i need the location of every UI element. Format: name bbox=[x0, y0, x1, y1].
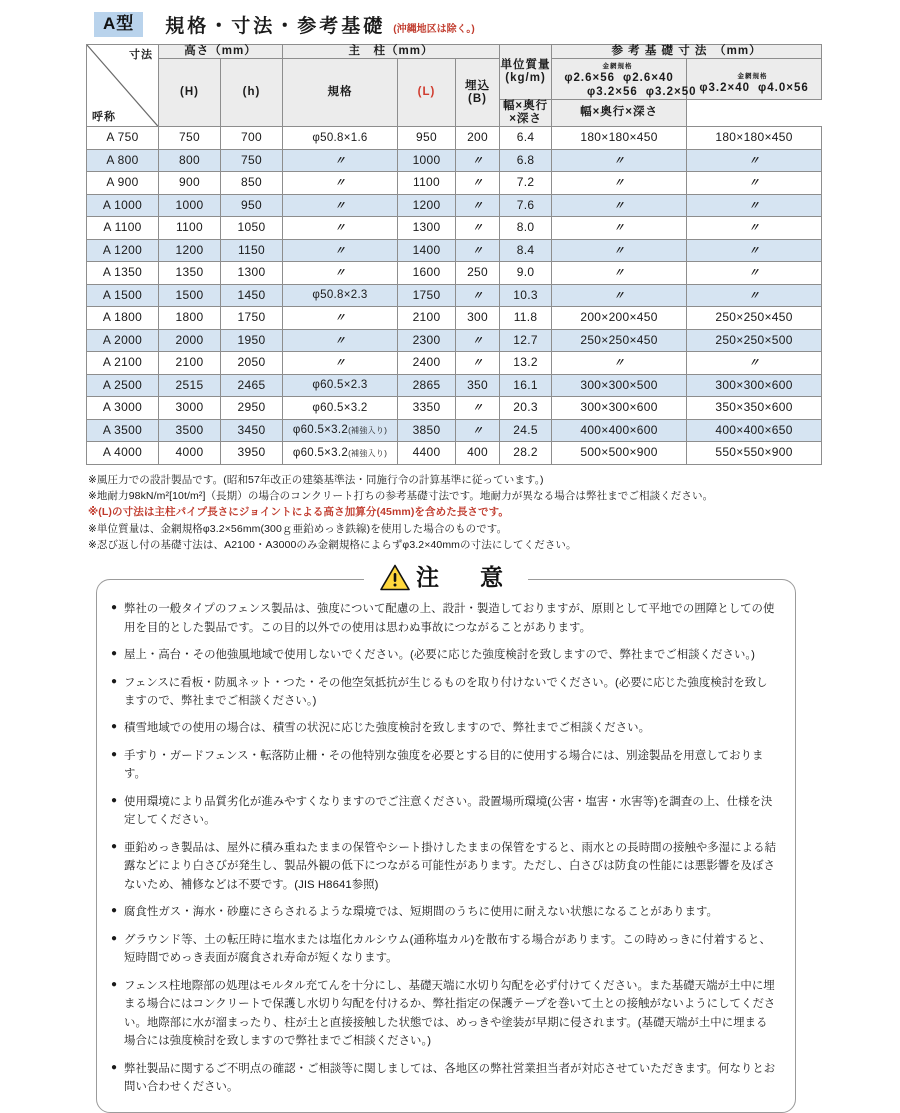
cell-unit-mass: 11.8 bbox=[500, 307, 552, 330]
cell-foundation-a: 180×180×450 bbox=[552, 127, 687, 150]
table-row bbox=[87, 352, 822, 375]
ditto-mark: 〃 bbox=[613, 199, 625, 212]
cell-name: A 4000 bbox=[87, 442, 159, 465]
ditto-mark: 〃 bbox=[748, 199, 760, 212]
cell-foundation-a bbox=[552, 239, 687, 262]
ditto-mark: 〃 bbox=[472, 424, 484, 437]
cell-name: A 3000 bbox=[87, 397, 159, 420]
cell-post-L: 950 bbox=[398, 127, 456, 150]
unit-mass-line1: 単位質量 bbox=[500, 58, 551, 71]
header-col-h: (h) bbox=[221, 59, 283, 127]
cell-name: A 2100 bbox=[87, 352, 159, 375]
cell-post-L: 1000 bbox=[398, 149, 456, 172]
cell-height-h: 1150 bbox=[221, 239, 283, 262]
header-foundation-gauge-a bbox=[552, 59, 697, 100]
ditto-mark: 〃 bbox=[613, 244, 625, 257]
cell-name: A 750 bbox=[87, 127, 159, 150]
cell-post-B bbox=[456, 352, 500, 375]
cell-height-H: 1100 bbox=[159, 217, 221, 240]
cell-foundation-a: 500×500×900 bbox=[552, 442, 687, 465]
post-spec-value: φ60.5×2.3 bbox=[312, 379, 368, 392]
table-header-row-2 bbox=[87, 59, 822, 100]
cell-foundation-a bbox=[552, 194, 687, 217]
cell-post-spec bbox=[283, 374, 398, 397]
header-foundation-dim-b: 幅×奥行×深さ bbox=[552, 99, 687, 126]
cell-post-L: 3350 bbox=[398, 397, 456, 420]
cell-foundation-b: 300×300×600 bbox=[687, 374, 822, 397]
table-row bbox=[87, 194, 822, 217]
cell-unit-mass: 24.5 bbox=[500, 419, 552, 442]
ditto-mark: 〃 bbox=[613, 357, 625, 370]
cell-post-B bbox=[456, 419, 500, 442]
table-row bbox=[87, 172, 822, 195]
cell-foundation-b: 250×250×500 bbox=[687, 329, 822, 352]
cell-post-spec bbox=[283, 307, 398, 330]
cell-unit-mass: 7.6 bbox=[500, 194, 552, 217]
cell-unit-mass: 20.3 bbox=[500, 397, 552, 420]
cell-height-H: 750 bbox=[159, 127, 221, 150]
cell-name: A 1800 bbox=[87, 307, 159, 330]
cell-foundation-a bbox=[552, 262, 687, 285]
cell-name: A 800 bbox=[87, 149, 159, 172]
cell-foundation-b bbox=[687, 217, 822, 240]
table-row bbox=[87, 307, 822, 330]
cell-name: A 3500 bbox=[87, 419, 159, 442]
caution-area bbox=[96, 564, 796, 1113]
cell-height-H: 2100 bbox=[159, 352, 221, 375]
ditto-mark: 〃 bbox=[334, 244, 346, 257]
gauge-b-v1: φ3.2×40 bbox=[699, 82, 751, 95]
ditto-mark: 〃 bbox=[334, 199, 346, 212]
ditto-mark: 〃 bbox=[472, 154, 484, 167]
ditto-mark: 〃 bbox=[334, 334, 346, 347]
ditto-mark: 〃 bbox=[472, 244, 484, 257]
cell-height-h: 2950 bbox=[221, 397, 283, 420]
page-title: 規格・寸法・参考基礎 bbox=[165, 16, 386, 37]
cell-unit-mass: 8.4 bbox=[500, 239, 552, 262]
cell-post-spec bbox=[283, 239, 398, 262]
caution-item: ● フェンスに看板・防風ネット・つた・その他空気抵抗が生じるものを取り付けないでください。(必要に応じた強度検討を致しますので、弊社までご相談ください。) bbox=[111, 674, 777, 711]
cell-height-h: 950 bbox=[221, 194, 283, 217]
cell-name: A 1350 bbox=[87, 262, 159, 285]
cell-unit-mass: 16.1 bbox=[500, 374, 552, 397]
cell-post-L: 1300 bbox=[398, 217, 456, 240]
cell-foundation-a: 200×200×450 bbox=[552, 307, 687, 330]
ditto-mark: 〃 bbox=[613, 222, 625, 235]
caution-item: ● 弊社の一般タイプのフェンス製品は、強度について配慮の上、設計・製造しておりますが、原則として平地での囲障としての使用を目的とした製品です。この目的以外での使用は思わぬ事故につながることがあります。 bbox=[111, 600, 777, 637]
cell-height-H: 2515 bbox=[159, 374, 221, 397]
cell-unit-mass: 12.7 bbox=[500, 329, 552, 352]
footnotes bbox=[0, 465, 900, 553]
cell-post-spec bbox=[283, 194, 398, 217]
gauge-a-label: 金網規格 bbox=[602, 63, 633, 71]
gauge-a-v1: φ2.6×56 bbox=[564, 72, 616, 85]
cell-post-spec bbox=[283, 352, 398, 375]
table-row bbox=[87, 442, 822, 465]
footnote-item: ※忍び返し付の基礎寸法は、A2100・A3000のみ金網規格によらずφ3.2×40mmの寸法にしてください。 bbox=[88, 538, 577, 551]
cell-height-h: 3950 bbox=[221, 442, 283, 465]
cell-height-h: 1050 bbox=[221, 217, 283, 240]
cell-height-H: 3000 bbox=[159, 397, 221, 420]
cell-height-h: 3450 bbox=[221, 419, 283, 442]
table-row bbox=[87, 127, 822, 150]
cell-height-H: 1200 bbox=[159, 239, 221, 262]
ditto-mark: 〃 bbox=[748, 289, 760, 302]
header-corner-cell bbox=[87, 45, 159, 127]
cell-post-spec bbox=[283, 217, 398, 240]
cell-foundation-b: 250×250×450 bbox=[687, 307, 822, 330]
ditto-mark: 〃 bbox=[748, 357, 760, 370]
table-row bbox=[87, 419, 822, 442]
cell-post-B bbox=[456, 149, 500, 172]
page-title-row bbox=[0, 0, 900, 44]
ditto-mark: 〃 bbox=[748, 244, 760, 257]
cell-post-L: 2300 bbox=[398, 329, 456, 352]
cell-post-spec bbox=[283, 419, 398, 442]
cell-foundation-b: 400×400×650 bbox=[687, 419, 822, 442]
gauge-b-v2: φ4.0×56 bbox=[758, 82, 809, 95]
spec-table bbox=[86, 44, 822, 465]
ditto-mark: 〃 bbox=[748, 222, 760, 235]
cell-post-B: 250 bbox=[456, 262, 500, 285]
ditto-mark: 〃 bbox=[613, 154, 625, 167]
header-col-kikaku: 規格 bbox=[283, 59, 398, 127]
cell-foundation-a bbox=[552, 172, 687, 195]
header-foundation-dim-a: 幅×奥行×深さ bbox=[500, 99, 552, 126]
cell-unit-mass: 10.3 bbox=[500, 284, 552, 307]
table-row bbox=[87, 329, 822, 352]
caution-item: ● 屋上・高台・その他強風地域で使用しないでください。(必要に応じた強度検討を致しますので、弊社までご相談ください。) bbox=[111, 646, 777, 664]
cell-foundation-b: 550×550×900 bbox=[687, 442, 822, 465]
ditto-mark: 〃 bbox=[472, 334, 484, 347]
post-spec-suffix: (補強入り) bbox=[348, 448, 388, 458]
table-row bbox=[87, 239, 822, 262]
header-col-B bbox=[456, 59, 500, 127]
cell-height-h: 1750 bbox=[221, 307, 283, 330]
ditto-mark: 〃 bbox=[472, 402, 484, 415]
cell-name: A 1500 bbox=[87, 284, 159, 307]
ditto-mark: 〃 bbox=[334, 222, 346, 235]
ditto-mark: 〃 bbox=[334, 177, 346, 190]
cell-foundation-b bbox=[687, 194, 822, 217]
cell-post-L: 1400 bbox=[398, 239, 456, 262]
cell-post-B bbox=[456, 172, 500, 195]
cell-post-spec bbox=[283, 284, 398, 307]
table-row bbox=[87, 217, 822, 240]
footnote-item: ※単位質量は、金網規格φ3.2×56mm(300ｇ亜鉛めっき鉄線)を使用した場合のものです。 bbox=[88, 522, 508, 535]
type-badge: A型 bbox=[94, 12, 143, 37]
post-spec-value: φ50.8×1.6 bbox=[312, 131, 368, 144]
header-col-L: (L) bbox=[398, 59, 456, 127]
cell-post-L: 2400 bbox=[398, 352, 456, 375]
cell-name: A 1200 bbox=[87, 239, 159, 262]
header-group-post: 主 柱（mm） bbox=[283, 45, 500, 59]
header-col-B-line2: (B) bbox=[468, 92, 488, 105]
cell-height-H: 2000 bbox=[159, 329, 221, 352]
cell-post-spec bbox=[283, 397, 398, 420]
header-col-B-line1: 埋込 bbox=[465, 79, 491, 92]
cell-foundation-a: 300×300×600 bbox=[552, 397, 687, 420]
cell-post-L: 3850 bbox=[398, 419, 456, 442]
cell-height-H: 4000 bbox=[159, 442, 221, 465]
post-spec-value: φ60.5×3.2 bbox=[312, 401, 368, 414]
cell-foundation-b: 350×350×600 bbox=[687, 397, 822, 420]
cell-foundation-a bbox=[552, 352, 687, 375]
cell-foundation-a: 250×250×450 bbox=[552, 329, 687, 352]
caution-item: ● 弊社製品に関するご不明点の確認・ご相談等に関しましては、各地区の弊社営業担当者が対応させていただきます。何なりとお問い合わせください。 bbox=[111, 1060, 777, 1097]
header-foundation-gauge-b bbox=[687, 59, 822, 100]
cell-foundation-b bbox=[687, 262, 822, 285]
cell-height-H: 3500 bbox=[159, 419, 221, 442]
caution-item: ● フェンス柱地際部の処理はモルタル充てんを十分にし、基礎天端に水切り勾配を必ず付けてください。また基礎天端が土中に埋まる場合にはコンクリートで保護し水切り勾配を付けるか、弊社指定の保護テープを巻いて土との接触がないようにしてください。地際部に水が溜まったり、柱が土と直接接触した状態では、めっきや塗装が早期に侵されます。(基礎天端が土中に埋まる場合には強度検討を致しますので弊社までご相談ください。) bbox=[111, 977, 777, 1051]
ditto-mark: 〃 bbox=[472, 289, 484, 302]
cell-foundation-a bbox=[552, 217, 687, 240]
cell-foundation-a bbox=[552, 284, 687, 307]
cell-unit-mass: 28.2 bbox=[500, 442, 552, 465]
ditto-mark: 〃 bbox=[613, 267, 625, 280]
gauge-a-v3: φ3.2×56 bbox=[587, 85, 638, 98]
footnote-item: ※地耐力98kN/m²[10t/m²]（長期）の場合のコンクリート打ちの参考基礎寸法です。地耐力が異なる場合は弊社までご相談ください。 bbox=[88, 490, 714, 503]
cell-post-L: 4400 bbox=[398, 442, 456, 465]
ditto-mark: 〃 bbox=[748, 177, 760, 190]
post-spec-value: φ60.5×3.2 bbox=[292, 424, 349, 437]
cell-post-L: 2100 bbox=[398, 307, 456, 330]
cell-height-H: 1800 bbox=[159, 307, 221, 330]
cell-foundation-a bbox=[552, 149, 687, 172]
cell-foundation-b: 180×180×450 bbox=[687, 127, 822, 150]
cell-foundation-a: 300×300×500 bbox=[552, 374, 687, 397]
cell-height-H: 1500 bbox=[159, 284, 221, 307]
header-corner-name-label: 呼称 bbox=[92, 110, 116, 123]
table-row bbox=[87, 262, 822, 285]
cell-name: A 2000 bbox=[87, 329, 159, 352]
cell-height-h: 700 bbox=[221, 127, 283, 150]
caution-list bbox=[111, 600, 777, 1096]
ditto-mark: 〃 bbox=[334, 357, 346, 370]
cell-height-h: 1950 bbox=[221, 329, 283, 352]
footnote-item: ※風圧力での設計製品です。(昭和57年改正の建築基準法・同施行令の計算基準に従っています。) bbox=[88, 473, 544, 486]
cell-unit-mass: 6.4 bbox=[500, 127, 552, 150]
cell-foundation-b bbox=[687, 352, 822, 375]
page-title-note: (沖縄地区は除く。) bbox=[393, 24, 475, 35]
ditto-mark: 〃 bbox=[334, 312, 346, 325]
cell-foundation-b bbox=[687, 284, 822, 307]
table-row bbox=[87, 149, 822, 172]
cell-post-L: 1100 bbox=[398, 172, 456, 195]
table-row bbox=[87, 374, 822, 397]
cell-height-H: 1000 bbox=[159, 194, 221, 217]
cell-post-B bbox=[456, 239, 500, 262]
spec-table-body bbox=[87, 127, 822, 465]
cell-post-B bbox=[456, 397, 500, 420]
cell-post-spec bbox=[283, 149, 398, 172]
cell-post-L: 1600 bbox=[398, 262, 456, 285]
ditto-mark: 〃 bbox=[334, 267, 346, 280]
cell-height-h: 1300 bbox=[221, 262, 283, 285]
cell-post-B bbox=[456, 217, 500, 240]
cell-foundation-a: 400×400×600 bbox=[552, 419, 687, 442]
cell-name: A 900 bbox=[87, 172, 159, 195]
caution-item: ● グラウンド等、土の転圧時に塩水または塩化カルシウム(通称塩カル)を散布する場合があります。この時めっきに付着すると、短時間でめっき表面が腐食され寿命が短くなります。 bbox=[111, 931, 777, 968]
cell-height-H: 800 bbox=[159, 149, 221, 172]
cell-name: A 2500 bbox=[87, 374, 159, 397]
cell-post-B bbox=[456, 284, 500, 307]
cell-post-B bbox=[456, 194, 500, 217]
cell-post-spec bbox=[283, 262, 398, 285]
gauge-a-v4: φ3.2×50 bbox=[645, 85, 697, 98]
cell-height-H: 900 bbox=[159, 172, 221, 195]
caution-item: ● 腐食性ガス・海水・砂塵にさらされるような環境では、短期間のうちに使用に耐えない状態になることがあります。 bbox=[111, 903, 777, 921]
cell-height-h: 850 bbox=[221, 172, 283, 195]
ditto-mark: 〃 bbox=[613, 289, 625, 302]
cell-unit-mass: 6.8 bbox=[500, 149, 552, 172]
cell-unit-mass: 7.2 bbox=[500, 172, 552, 195]
caution-item: ● 手すり・ガードフェンス・転落防止柵・その他特別な強度を必要とする目的に使用する場合には、別途製品を用意しております。 bbox=[111, 747, 777, 784]
caution-item: ● 亜鉛めっき製品は、屋外に積み重ねたままの保管やシート掛けしたままの保管をすると、雨水との長時間の接触や多湿による結露などにより白さびが発生し、製品外観の低下につながる可能性があります。ただし、白さびは防食の性能には悪影響を及ぼさないため、補修などは不要です。(JIS H8641参照) bbox=[111, 839, 777, 894]
cell-height-H: 1350 bbox=[159, 262, 221, 285]
caution-heading-label: 注 意 bbox=[416, 564, 512, 591]
cell-name: A 1000 bbox=[87, 194, 159, 217]
cell-foundation-b bbox=[687, 172, 822, 195]
cell-unit-mass: 9.0 bbox=[500, 262, 552, 285]
table-row bbox=[87, 284, 822, 307]
ditto-mark: 〃 bbox=[748, 154, 760, 167]
cell-unit-mass: 13.2 bbox=[500, 352, 552, 375]
cell-post-B bbox=[456, 329, 500, 352]
caution-item: ● 使用環境により品質劣化が進みやすくなりますのでご注意ください。設置場所環境(公害・塩害・水害等)を調査の上、仕様を決定してください。 bbox=[111, 793, 777, 830]
cell-height-h: 750 bbox=[221, 149, 283, 172]
spec-table-wrap bbox=[0, 44, 900, 465]
cell-foundation-b bbox=[687, 239, 822, 262]
ditto-mark: 〃 bbox=[334, 154, 346, 167]
cell-post-B: 200 bbox=[456, 127, 500, 150]
ditto-mark: 〃 bbox=[472, 222, 484, 235]
cell-post-spec bbox=[283, 172, 398, 195]
cell-post-spec bbox=[283, 329, 398, 352]
ditto-mark: 〃 bbox=[613, 177, 625, 190]
post-spec-value: φ60.5×3.2 bbox=[292, 446, 349, 459]
cell-post-L: 1200 bbox=[398, 194, 456, 217]
cell-post-L: 2865 bbox=[398, 374, 456, 397]
cell-post-B: 350 bbox=[456, 374, 500, 397]
ditto-mark: 〃 bbox=[748, 267, 760, 280]
caution-box bbox=[96, 579, 796, 1113]
cell-post-spec bbox=[283, 127, 398, 150]
cell-height-h: 2465 bbox=[221, 374, 283, 397]
post-spec-value: φ50.8×2.3 bbox=[312, 289, 368, 302]
ditto-mark: 〃 bbox=[472, 357, 484, 370]
cell-unit-mass: 8.0 bbox=[500, 217, 552, 240]
header-group-foundation: 参 考 基 礎 寸 法 （mm） bbox=[552, 45, 822, 59]
footnote-item: ※(L)の寸法は主柱パイプ長さにジョイントによる高さ加算分(45mm)を含めた長さです。 bbox=[88, 506, 509, 519]
cell-post-B: 400 bbox=[456, 442, 500, 465]
header-group-unit-mass bbox=[500, 45, 552, 100]
cell-post-B: 300 bbox=[456, 307, 500, 330]
ditto-mark: 〃 bbox=[472, 177, 484, 190]
caution-item: ● 積雪地域での使用の場合は、積雪の状況に応じた強度検討を致しますので、弊社までご相談ください。 bbox=[111, 719, 777, 737]
header-corner-dimension-label: 寸法 bbox=[129, 49, 153, 61]
ditto-mark: 〃 bbox=[472, 199, 484, 212]
cell-post-spec bbox=[283, 442, 398, 465]
unit-mass-line2: (kg/m) bbox=[505, 71, 546, 84]
gauge-a-v2: φ2.6×40 bbox=[623, 72, 674, 85]
header-col-H: (H) bbox=[159, 59, 221, 127]
cell-name: A 1100 bbox=[87, 217, 159, 240]
post-spec-suffix: (補強入り) bbox=[348, 426, 388, 436]
cell-foundation-b bbox=[687, 149, 822, 172]
cell-height-h: 2050 bbox=[221, 352, 283, 375]
header-group-height: 高さ（mm） bbox=[159, 45, 283, 59]
table-row bbox=[87, 397, 822, 420]
cell-height-h: 1450 bbox=[221, 284, 283, 307]
gauge-b-label: 金網規格 bbox=[737, 72, 768, 80]
table-header-row-1 bbox=[87, 45, 822, 59]
cell-post-L: 1750 bbox=[398, 284, 456, 307]
